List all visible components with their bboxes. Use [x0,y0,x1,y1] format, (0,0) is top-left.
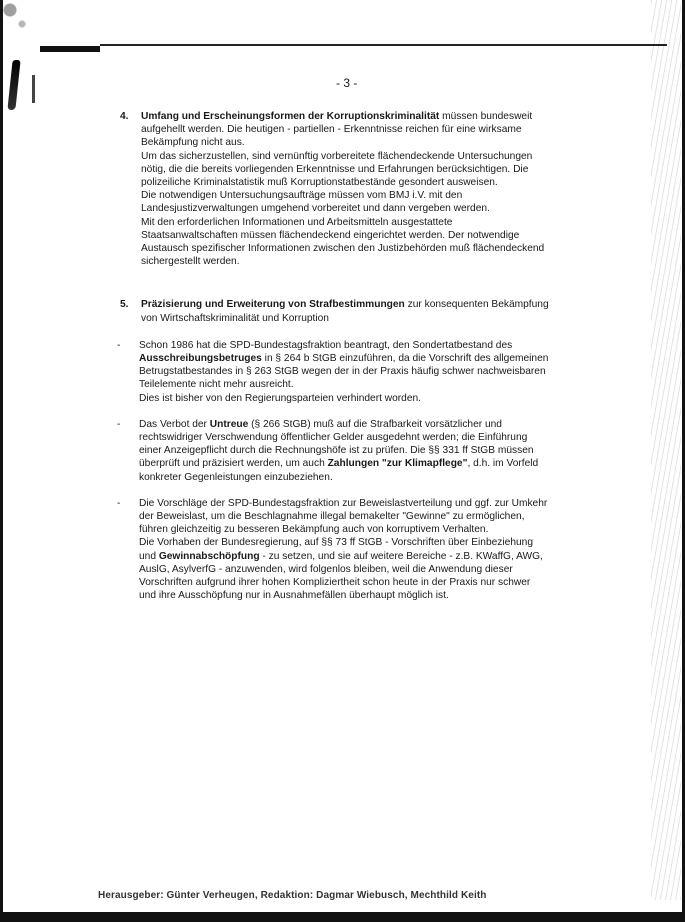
paragraph-text: Das Verbot der [139,418,210,430]
paragraph-text: Schon 1986 hat die SPD-Bundestagsfraktion beantragt, den Sondertatbestand des [139,339,513,351]
document-body [117,110,550,603]
bullet-dash: - [117,418,121,430]
section-number: 5. [120,299,129,311]
punch-hole-mark [7,60,20,110]
emphasis: Untreue [209,418,249,430]
bullet-body [139,497,550,603]
section-body [141,298,550,324]
paragraph [141,110,550,150]
section-heading: Präzisierung und Erweiterung von Strafbestimmungen [141,299,405,311]
paragraph-text: - zu setzen, und sie auf weitere Bereiche - z.B. KWaffG, AWG, AuslG, AsylverfG - anzuwenden, wird folgenlos bleiben, weil die Anwendung dieser Vorschriften aufgrund ihrer hohen Kompliziertheit schon heute in der Praxis nur schwer und ihre Ausschöpfung nur in Ausnahmefällen überhaupt möglich ist. [139,550,543,602]
paragraph-text: Die Vorhaben der Bundesregierung, auf §§ 73 ff StGB - Vorschriften über Einbeziehung und [139,537,533,562]
paragraph-text: zur konsequenten Bekämpfung von Wirtschaftskriminalität und Korruption [141,299,549,324]
section-4 [120,110,550,268]
bullet-item [117,418,550,484]
scan-edge-noise [651,0,681,900]
bullet-dash: - [117,497,121,509]
bullet-dash: - [117,339,121,351]
paragraph: Die Vorschläge der SPD-Bundestagsfraktion zur Beweislastverteilung und ggf. zur Umkehr der Beweislast, um die Beschlagnahme illegal bemakelter "Gewinne" zu ermöglichen, führen gleichzeitig zu besseren Bekämpfung auch von korruptivem Verhalten. [139,497,548,536]
scan-bottom-bar [0,912,685,922]
bullet-body [139,339,550,405]
paragraph [139,339,550,392]
section-5 [120,298,550,324]
section-heading: Umfang und Erscheinungsformen der Korruptionskriminalität [141,111,440,122]
paragraph: Mit den erforderlichen Informationen und Arbeitsmitteln ausgestattete Staatsanwaltschaften müssen flächendeckend eingerichtet werden. Der notwendige Austausch spezifischer Informationen zwischen den Justizbehörden muß flächendeckend sichergestellt werden. [141,216,545,268]
emphasis: Gewinnabschöpfung [158,550,260,562]
emphasis: Ausschreibungsbetruges [139,353,262,365]
paragraph [141,298,550,324]
paragraph-text: in § 264 b StGB einzuführen, da die Vorschrift des allgemeinen Betrugstatbestandes in § 263 StGB wegen der in der Praxis häufig schwer nachweisbaren Teilelemente nicht mehr ausreicht. [139,353,549,391]
punch-hole-mark-small [32,75,35,103]
paragraph: Die notwendigen Untersuchungsaufträge müssen vom BMJ i.V. mit den Landesjustizverwaltungen umgehend vorbereitet und dann vergeben werden. [141,190,490,215]
paragraph: Um das sicherzustellen, sind vernünftig vorbereitete flächendeckende Untersuchungen nötig, die die bereits vorliegenden Erkenntnisse und Erfahrungen berücksichtigen. Die polizeiliche Kriminalstatistik muß Korruptionstatbestände gesondert ausweisen. [141,150,533,189]
scan-top-bar [40,46,100,52]
page-number: - 3 - [336,76,358,90]
document-footer: Herausgeber: Günter Verheugen, Redaktion: Dagmar Wiebusch, Mechthild Keith [98,890,487,901]
paragraph-text: (§ 266 StGB) muß auf die Strafbarkeit vorsätzlicher und rechtswidriger Verschwendung öffentlicher Gelder ausgedehnt werden; die Einführung einer Anzeigepflicht durch die Rechnungshöfe ist zu prüfen. Die §§ 331 ff StGB müssen überprüft und präzisiert werden, um auch [139,418,534,470]
paragraph: Dies ist bisher von den Regierungsparteien verhindert worden. [139,392,422,404]
scan-smudge [0,0,40,45]
paragraph [139,418,550,484]
bullet-body [139,418,550,484]
bullet-item [117,339,550,405]
bullet-item [117,497,550,603]
paragraph [139,536,550,602]
section-number: 4. [120,111,129,122]
scan-top-line [100,44,667,46]
section-body [141,110,550,268]
paragraph-text: , d.h. im Vorfeld konkreter Gegenleistungen einzubeziehen. [139,458,539,483]
emphasis: Zahlungen "zur Klimapflege" [327,458,468,470]
paragraph-text: müssen bundesweit aufgehellt werden. Die heutigen - partiellen - Erkenntnisse reichen für eine wirksame Bekämpfung nicht aus. [141,111,533,149]
